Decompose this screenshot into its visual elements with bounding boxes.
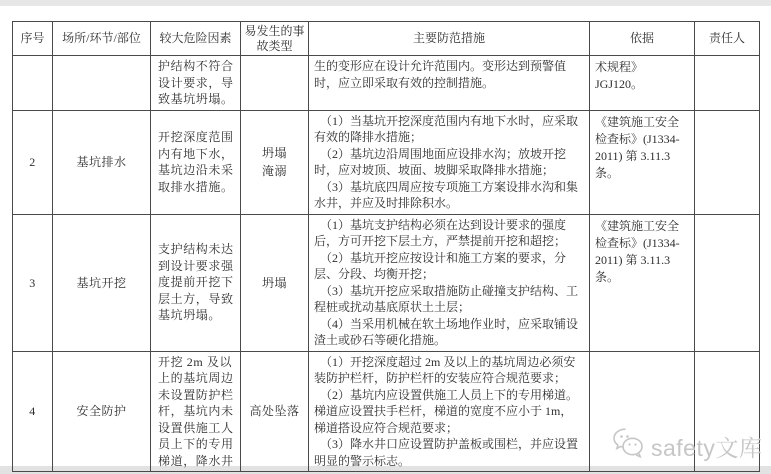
cell-accident	[241, 214, 309, 351]
header-basis: 依据	[590, 22, 695, 56]
measure-text: （2）基坑边沿周围地面应设排水沟；放坡开挖时，应对坡顶、坡面、坡脚采取降排水措施；	[314, 146, 567, 177]
cell-measures	[309, 56, 590, 111]
cell-measures	[309, 351, 590, 472]
cell-accident	[241, 110, 309, 214]
header-accident-type: 易发生的事故类型	[241, 22, 309, 56]
measure-text: （1）当基坑开挖深度范围内有地下水时，应采取有效的降排水措施；	[314, 113, 579, 144]
table-row-3	[13, 214, 760, 351]
header-main-measures: 主要防范措施	[309, 22, 590, 56]
measure-text: （3）降水井口应设置防护盖板或围栏，并应设置明显的警示标志。	[314, 437, 579, 468]
header-responsible-person: 责任人	[695, 22, 760, 56]
cell-basis: 术规程》JGJ120。	[590, 56, 695, 111]
cell-place: 安全防护	[53, 351, 151, 472]
cell-measures	[309, 214, 590, 351]
cell-place	[53, 56, 151, 111]
table-header-row	[13, 22, 760, 56]
header-serial-number: 序号	[13, 22, 53, 56]
accident-type-line: 坍塌	[261, 146, 287, 160]
cell-responsible	[695, 351, 760, 472]
accident-type-line: 淹溺	[261, 164, 287, 178]
cell-hazard: 开挖 2m 及以上的基坑周边未设置防护栏杆，基坑内未设置供施工人员上下的专用梯道，降水井	[151, 351, 241, 472]
accident-type-line: 坍塌	[261, 275, 287, 290]
table-row-2	[13, 110, 760, 214]
watermark-text: safety文库	[651, 434, 763, 461]
cell-basis: 《建筑施工安全检查标》(J1334-2011) 第 3.11.3 条。	[590, 214, 695, 351]
cell-responsible	[695, 214, 760, 351]
cell-measures	[309, 110, 590, 214]
cell-no: 3	[13, 214, 53, 351]
table-row-continuation	[13, 56, 760, 111]
measure-text: （3）基坑开挖应采取措施防止碰撞支护结构、工程桩或扰动基底原状土土层；	[314, 283, 579, 314]
cell-responsible	[695, 56, 760, 111]
measure-text: （4）当采用机械在软土场地作业时，应采取铺设渣土或砂石等硬化措施。	[314, 316, 579, 347]
measure-text: 生的变形应在设计允许范围内。变形达到预警值时，应立即采取有效的控制措施。	[314, 59, 567, 90]
measure-text: （1）开挖深度超过 2m 及以上的基坑周边必须安装防护栏杆，防护栏杆的安装应符合规范要求；	[314, 354, 576, 385]
cell-no: 2	[13, 110, 53, 214]
measure-text: （2）基坑开挖应按设计和施工方案的要求，分层、分段、均衡开挖；	[314, 250, 567, 281]
cell-no	[13, 56, 53, 111]
cell-hazard: 开挖深度范围内有地下水，基坑边沿未采取排水措施。	[151, 110, 241, 214]
cell-accident	[241, 351, 309, 472]
cell-hazard: 支护结构未达到设计要求强度提前开挖下层土方，导致基坑坍塌。	[151, 214, 241, 351]
cell-place: 基坑开挖	[53, 214, 151, 351]
table-row-4	[13, 351, 760, 472]
measure-text: （2）基坑内应设置供施工人员上下的专用梯道。梯道应设置扶手栏杆，梯道的宽度不应小于 1m，梯道搭设应符合规范要求；	[314, 387, 579, 435]
accident-type-line: 高处坠落	[249, 404, 300, 419]
header-location: 场所/环节/部位	[53, 22, 151, 56]
header-major-hazard: 较大危险因素	[151, 22, 241, 56]
measure-text: （1）基坑支护结构必须在达到设计要求的强度后，方可开挖下层土方，严禁提前开挖和超挖；	[314, 217, 567, 248]
safety-hazard-table	[12, 21, 763, 472]
cell-place: 基坑排水	[53, 110, 151, 214]
cell-accident	[241, 56, 309, 111]
page-top-margin-strip	[0, 0, 771, 6]
cell-basis: 《建筑施工安全检查标》(J1334-2011) 第 3.11.3 条。	[590, 110, 695, 214]
measure-text: （3）基坑底四周应按专项施工方案设排水沟和集水井，并应及时排除积水。	[314, 179, 579, 210]
cell-no: 4	[13, 351, 53, 472]
cell-hazard: 护结构不符合设计要求，导致基坑坍塌。	[151, 56, 241, 111]
cell-basis	[590, 351, 695, 472]
cell-responsible	[695, 110, 760, 214]
